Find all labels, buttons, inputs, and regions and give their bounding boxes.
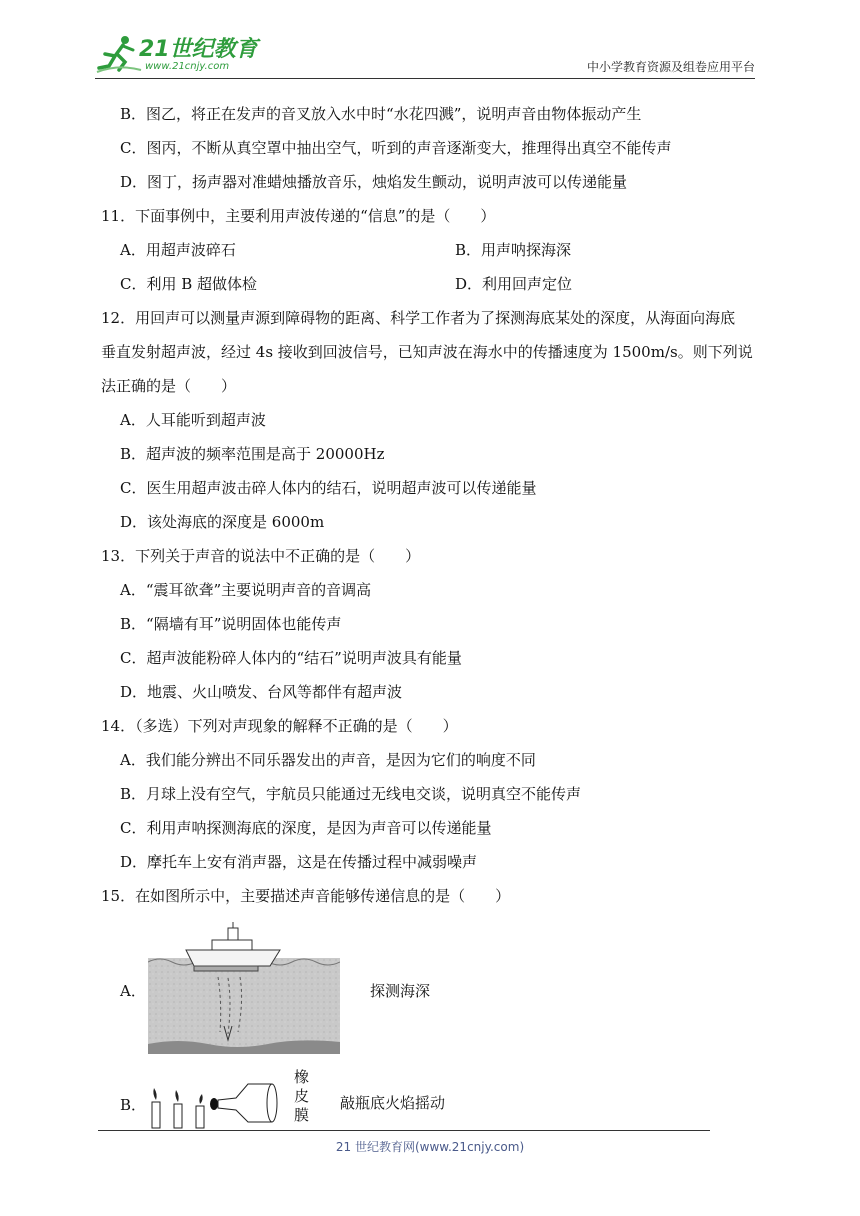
q14-option-d: D．摩托车上安有消声器，这是在传播过程中减弱噪声 (120, 853, 478, 871)
membrane-char-1: 橡 (294, 1068, 310, 1086)
q10-option-c: C．图丙，不断从真空罩中抽出空气，听到的声音逐渐变大，推理得出真空不能传声 (120, 139, 672, 157)
q12-stem-line3: 法正确的是（ ） (101, 377, 237, 395)
q15-stem: 15．在如图所示中，主要描述声音能够传递信息的是（ ） (101, 887, 511, 905)
page-header (95, 30, 755, 79)
q12-option-d: D．该处海底的深度是 6000m (120, 513, 325, 531)
q15-option-b-label: B． (120, 1096, 147, 1114)
q13-option-d: D．地震、火山喷发、台风等都伴有超声波 (120, 683, 403, 701)
q15-option-b-caption: 敲瓶底火焰摇动 (340, 1094, 446, 1112)
q15-option-a-caption: 探测海深 (370, 982, 431, 1000)
q13-stem: 13．下列关于声音的说法中不正确的是（ ） (101, 547, 421, 565)
q11-stem: 11．下面事例中，主要利用声波传递的“信息”的是（ ） (101, 207, 496, 225)
q14-option-b: B．月球上没有空气，宇航员只能通过无线电交谈，说明真空不能传声 (120, 785, 582, 803)
q12-option-a: A．人耳能听到超声波 (120, 411, 266, 429)
logo-url: www.21cnjy.com (145, 61, 230, 72)
q14-option-c: C．利用声呐探测海底的深度，是因为声音可以传递能量 (120, 819, 492, 837)
q13-option-c: C．超声波能粉碎人体内的“结石”说明声波具有能量 (120, 649, 462, 667)
q12-option-b: B．超声波的频率范围是高于 20000Hz (120, 445, 385, 463)
q12-stem-line1: 12．用回声可以测量声源到障碍物的距离、科学工作者为了探测海底某处的深度，从海面向海底 (101, 309, 736, 327)
q12-stem-line2: 垂直发射超声波，经过 4s 接收到回波信号，已知声波在海水中的传播速度为 1500m/s。则下列说 (101, 343, 753, 361)
q15-option-a-label: A． (120, 982, 146, 1000)
q10-option-b: B．图乙，将正在发声的音叉放入水中时“水花四溅”，说明声音由物体振动产生 (120, 105, 642, 123)
q11-option-d: D．利用回声定位 (455, 275, 573, 293)
runner-logo-icon (95, 34, 143, 74)
q13-option-a: A．“震耳欲聋”主要说明声音的音调高 (120, 581, 372, 599)
q14-option-a: A．我们能分辨出不同乐器发出的声音，是因为它们的响度不同 (120, 751, 536, 769)
sonar-ship-illustration (148, 922, 340, 1054)
page-footer[interactable]: 21 世纪教育网(www.21cnjy.com) (335, 1140, 525, 1154)
logo-text: 21世纪教育 (139, 37, 258, 62)
membrane-vertical-label (294, 1068, 312, 1125)
q11-option-b: B．用声呐探海深 (455, 241, 572, 259)
q14-stem: 14．（多选）下列对声现象的解释不正确的是（ ） (101, 717, 458, 735)
q11-option-a: A．用超声波碎石 (120, 241, 236, 259)
q11-option-c: C．利用 B 超做体检 (120, 275, 258, 293)
site-logo[interactable] (95, 32, 265, 76)
membrane-char-3: 膜 (294, 1106, 310, 1124)
q10-option-d: D．图丁，扬声器对准蜡烛播放音乐，烛焰发生颤动，说明声波可以传递能量 (120, 173, 628, 191)
footer-divider (98, 1130, 710, 1131)
q13-option-b: B．“隔墙有耳”说明固体也能传声 (120, 615, 342, 633)
membrane-char-2: 皮 (294, 1087, 310, 1105)
bottle-candles-illustration (148, 1070, 288, 1132)
platform-name: 中小学教育资源及组卷应用平台 (586, 60, 755, 74)
q12-option-c: C．医生用超声波击碎人体内的结石，说明超声波可以传递能量 (120, 479, 537, 497)
